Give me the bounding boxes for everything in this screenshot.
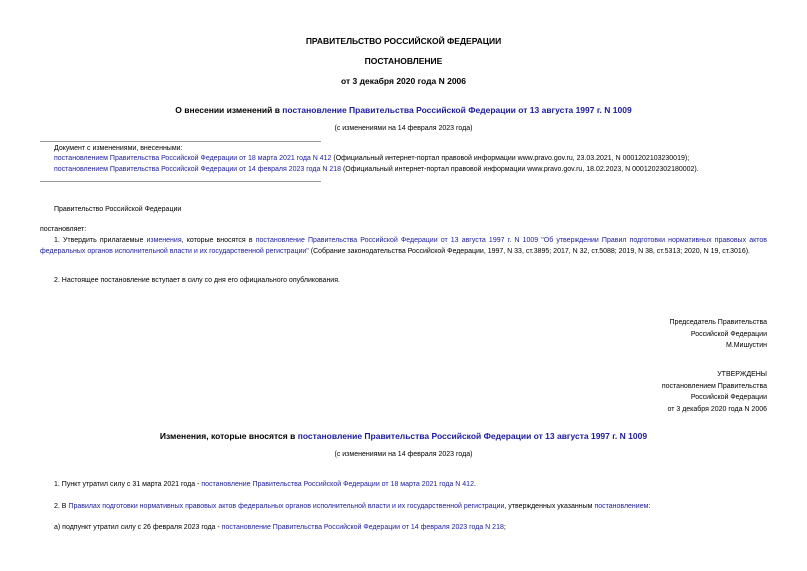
item-1-link[interactable]: постановление Правительства Российской Федерации от 18 марта 2021 года N 412 [201, 481, 474, 488]
paragraph-1-changes-link[interactable]: изменения [146, 237, 182, 244]
item-3-end: ; [503, 524, 506, 531]
doc-title-link[interactable]: постановление Правительства Российской Федерации от 13 августа 1997 г. N 1009 [282, 105, 632, 115]
approved-block [662, 369, 767, 415]
changes-title-link[interactable]: постановление Правительства Российской Федерации от 13 августа 1997 г. N 1009 [297, 431, 648, 441]
org-name: ПРАВИТЕЛЬСТВО РОССИЙСКОЙ ФЕДЕРАЦИИ [305, 36, 502, 46]
signature-title: Председатель Правительства [669, 319, 767, 326]
doc-title-prefix: О внесении изменений в [175, 105, 283, 115]
changes-title [0, 431, 807, 441]
item-1-text: 1. Пункт утратил силу с 31 марта 2021 года - [54, 481, 202, 488]
signature-org: Российской Федерации [690, 330, 767, 338]
paragraph-1-text-a: 1. Утвердить прилагаемые [54, 237, 147, 244]
government-label: Правительство Российской Федерации [54, 206, 182, 213]
change-ref-2 [54, 166, 699, 173]
doc-amended-note: (с изменениями на 14 февраля 2023 года) [334, 125, 473, 132]
paragraph-1-text-c: (Собрание законодательства Российской Федерации, 1997, N 33, ст.3895; 2017, N 32, ст.5088; 2019, N 38, ст.5313; 2020, N 19, ст.3016). [308, 247, 750, 255]
paragraph-1-text-b: , которые вносятся в [181, 237, 256, 244]
approved-date: от 3 декабря 2020 года N 2006 [667, 405, 767, 413]
change-ref-2-source: (Официальный интернет-портал правовой информации www.pravo.gov.ru, 18.02.2023, N 0001202302180002). [341, 166, 699, 173]
item-2-text-a: 2. В [54, 503, 69, 510]
signature-block [670, 317, 767, 352]
doc-type: ПОСТАНОВЛЕНИЕ [364, 56, 443, 66]
paragraph-1-resolution-link[interactable]: постановление Правительства Российской Федерации от 13 августа 1997 г. N 1009 "Об утверждении Правил подготовки нормативных правовых актов федеральных органов исполнительной власти и их государственной регистрации" [40, 237, 767, 255]
approved-heading: УТВЕРЖДЕНЫ [717, 371, 767, 378]
item-2-rules-link[interactable]: Правилах подготовки нормативных правовых актов федеральных органов исполнительной власти и их государственной регистрации [68, 503, 505, 510]
divider-bottom [40, 181, 321, 182]
divider-top [40, 141, 321, 142]
item-1 [54, 481, 476, 488]
item-2-end: : [648, 503, 651, 510]
item-2-text-b: , утвержденных указанным [504, 503, 595, 510]
paragraph-2: 2. Настоящее постановление вступает в силу со дня его официального опубликования. [54, 277, 340, 284]
changes-amended-note: (с изменениями на 14 февраля 2023 года) [334, 451, 473, 458]
approved-org: Российской Федерации [690, 394, 767, 401]
change-ref-1 [54, 155, 689, 162]
item-1-end: . [473, 481, 476, 488]
item-3 [54, 524, 506, 531]
doc-title [0, 105, 807, 115]
paragraph-1 [40, 236, 767, 257]
resolves-label: постановляет: [40, 226, 87, 233]
change-ref-1-link[interactable]: постановлением Правительства Российской Федерации от 18 марта 2021 года N 412 [54, 155, 332, 162]
change-ref-1-source: (Официальный интернет-портал правовой информации www.pravo.gov.ru, 23.03.2021, N 0001202103230019); [331, 155, 690, 162]
change-ref-2-link[interactable]: постановлением Правительства Российской Федерации от 14 февраля 2023 года N 218 [54, 166, 341, 173]
item-2-resolution-link[interactable]: постановлением [594, 503, 649, 510]
changes-title-prefix: Изменения, которые вносятся в [159, 431, 298, 441]
item-3-link[interactable]: постановление Правительства Российской Федерации от 14 февраля 2023 года N 218 [221, 524, 504, 531]
item-3-text: а) подпункт утратил силу с 26 февраля 2023 года - [54, 524, 222, 531]
signature-name: М.Мишустин [725, 342, 767, 349]
changes-intro: Документ с изменениями, внесенными: [54, 145, 183, 152]
approved-by: постановлением Правительства [661, 382, 767, 390]
doc-date: от 3 декабря 2020 года N 2006 [340, 76, 467, 86]
item-2 [54, 503, 650, 510]
